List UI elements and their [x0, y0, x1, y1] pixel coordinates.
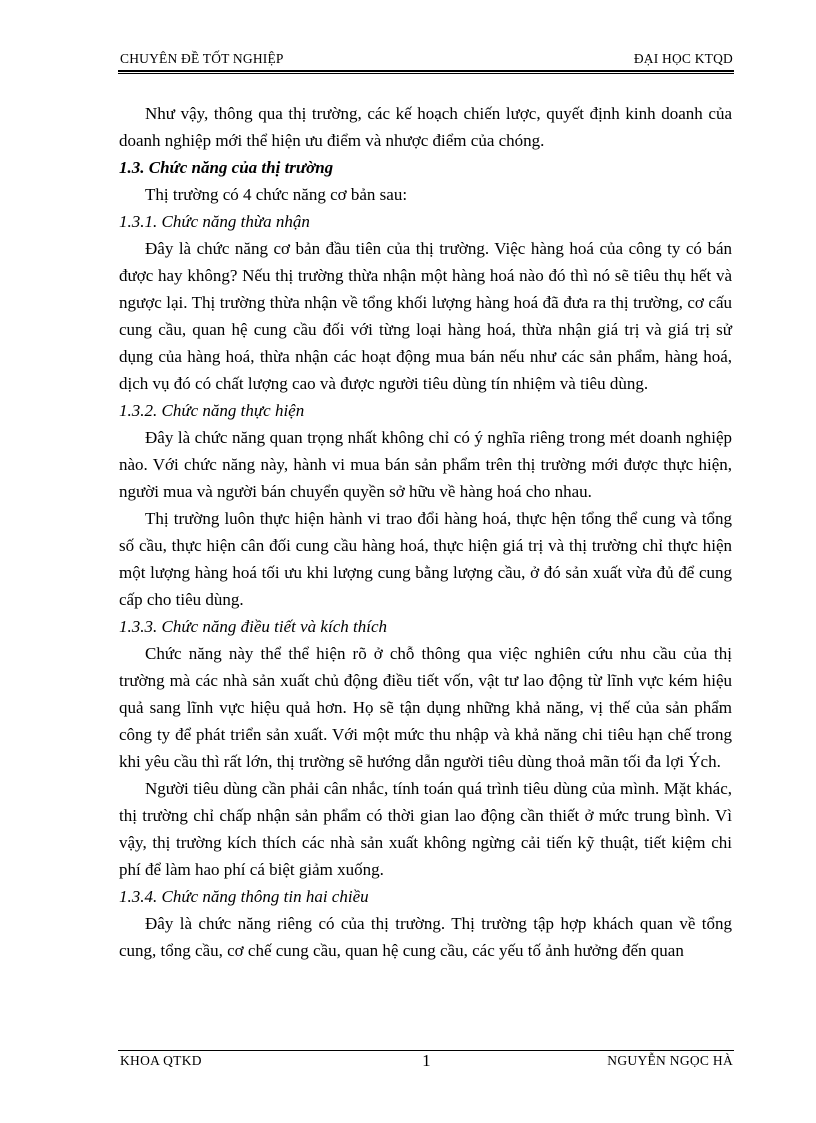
footer-left: KHOA QTKD [120, 1053, 202, 1068]
paragraph-1-3-2-b: Thị trường luôn thực hiện hành vi trao đổi hàng hoá, thực hện tổng thể cung và tổng số cầu, thực hiện cân đối cung cầu hàng hoá, thực hiện giá trị và thị trường chỉ thực hiện một lượng hàng hoá tối ưu khi lượng cung bằng lượng cầu, ở đó sản xuất vừa đủ để cung cấp cho tiêu dùng. [119, 509, 732, 609]
heading-1-3-3: 1.3.3. Chức năng điều tiết và kích thích [119, 617, 387, 636]
heading-1-3-2: 1.3.2. Chức năng thực hiện [119, 401, 305, 420]
paragraph-1-3-3-a: Chức năng này thể thể hiện rõ ở chỗ thông qua việc nghiên cứu nhu cầu của thị trường mà các nhà sản xuất chủ động điều tiết vốn, vật tư lao động từ lĩnh vực kém hiệu quả sang lĩnh vực hiệu quả hơn. Họ sẽ tận dụng những khả năng, vị thế của sản phẩm công ty để phát triển sản xuất. Với một mức thu nhập và khả năng chi tiêu hạn chế trong khi yêu cầu thì rất lớn, thị trường sẽ hướng dẫn người tiêu dùng thoả mãn tối đa lợi Ých. [119, 644, 732, 771]
header-left-title: CHUYÊN ĐỀ TỐT NGHIỆP [120, 51, 284, 66]
header-rule-thick [118, 70, 734, 72]
heading-1-3: 1.3. Chức năng của thị trường [119, 158, 334, 177]
paragraph-1-3-2-a: Đây là chức năng quan trọng nhất không chỉ có ý nghĩa riêng trong mét doanh nghiệp nào. Với chức năng này, hành vi mua bán sản phẩm trên thị trường mới được thực hiện, người mua và người bán chuyển quyền sở hữu về hàng hoá cho nhau. [119, 428, 732, 501]
heading-1-3-4: 1.3.4. Chức năng thông tin hai chiều [119, 887, 369, 906]
page-number: 1 [422, 1051, 431, 1070]
paragraph-1-3-3-b: Người tiêu dùng cần phải cân nhắc, tính toán quá trình tiêu dùng của mình. Mặt khác, thị trường chỉ chấp nhận sản phẩm có thời gian lao động cần thiết ở mức trung bình. Vì vậy, thị trường kích thích các nhà sản xuất không ngừng cải tiến kỹ thuật, tiết kiệm chi phí để làm hao phí cá biệt giảm xuống. [119, 779, 732, 879]
paragraph-1-3: Thị trường có 4 chức năng cơ bản sau: [145, 185, 408, 204]
header-right-title: ĐẠI HỌC KTQD [633, 51, 733, 66]
paragraph-1-3-4: Đây là chức năng riêng có của thị trường. Thị trường tập hợp khách quan về tổng cung, tổng cầu, cơ chế cung cầu, quan hệ cung cầu, các yếu tố ảnh hưởng đến quan [119, 914, 732, 960]
paragraph-1-3-1: Đây là chức năng cơ bản đầu tiên của thị trường. Việc hàng hoá của công ty có bán được hay không? Nếu thị trường thừa nhận một hàng hoá nào đó thì nó sẽ tiêu thụ hết và ngược lại. Thị trường thừa nhận về tổng khối lượng hàng hoá đã đưa ra thị trường, cơ cấu cung cầu, quan hệ cung cầu đối với từng loại hàng hoá, thừa nhận giá trị và giá trị sử dụng của hàng hoá, thừa nhận các hoạt động mua bán nếu như các sản phẩm, hàng hoá, dịch vụ đó có chất lượng cao và được người tiêu dùng tín nhiệm và tiêu dùng. [119, 239, 732, 393]
footer-right: NGUYỄN NGỌC HÀ [607, 1053, 733, 1068]
page-header [120, 51, 733, 69]
header-rule-thin [118, 73, 734, 74]
page-footer [120, 1053, 733, 1069]
heading-1-3-1: 1.3.1. Chức năng thừa nhận [119, 212, 310, 231]
paragraph-intro: Như vậy, thông qua thị trường, các kế hoạch chiến lược, quyết định kinh doanh của doanh nghiệp mới thể hiện ưu điểm và nhược điểm của chóng. [119, 104, 732, 150]
document-body [119, 100, 732, 964]
